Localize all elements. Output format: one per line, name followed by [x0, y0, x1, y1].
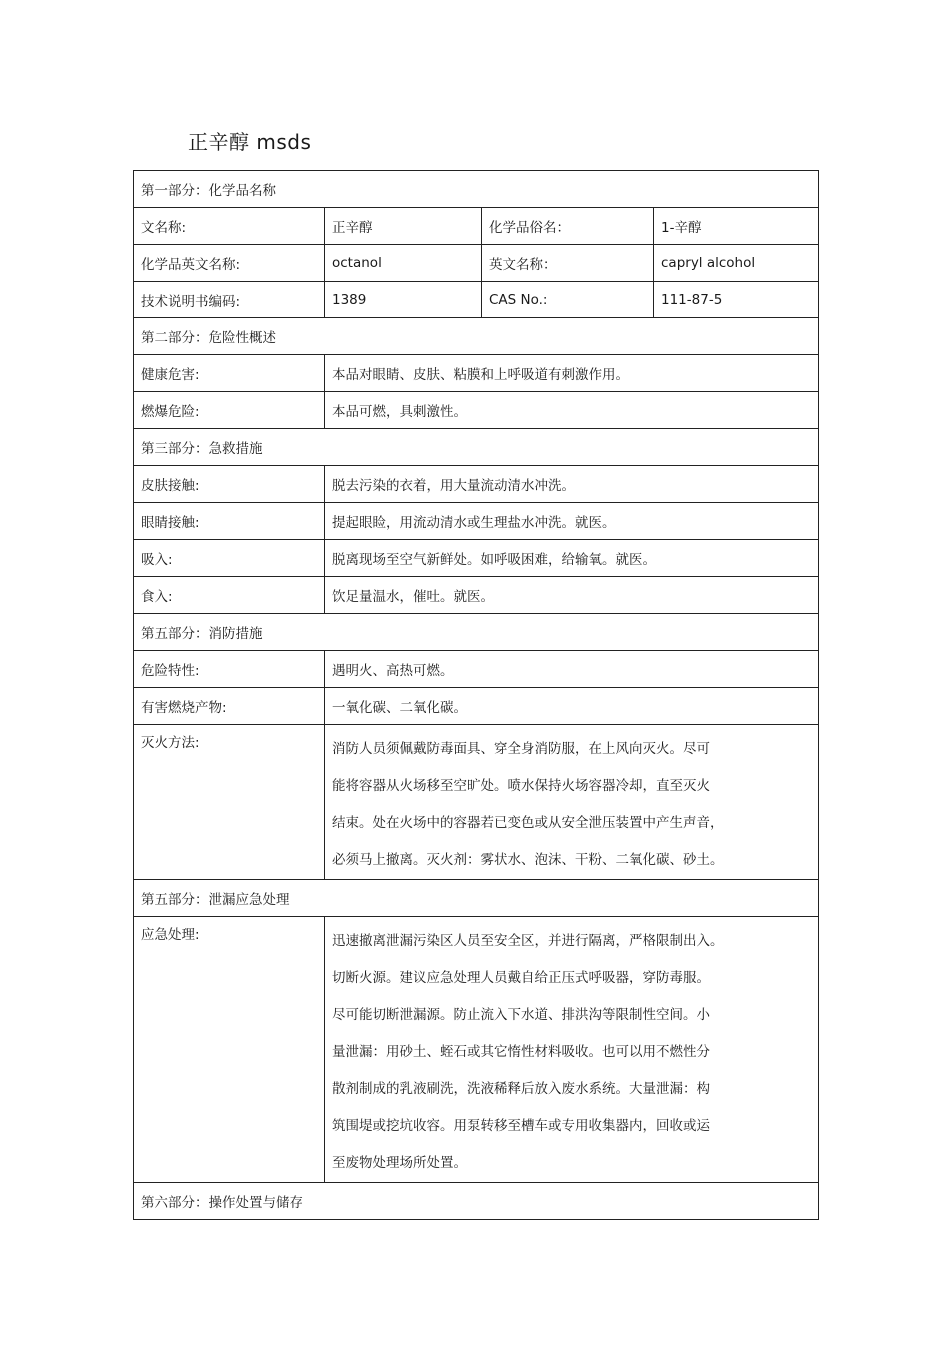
- section-heading-row: [134, 171, 819, 208]
- table-row: [134, 577, 819, 614]
- field-value: capryl alcohol: [654, 245, 819, 282]
- field-label: 文名称:: [134, 208, 325, 245]
- text-line: 筑围堤或挖坑收容。用泵转移至槽车或专用收集器内，回收或运: [332, 1118, 710, 1134]
- field-value: 111-87-5: [654, 282, 819, 318]
- field-label: 健康危害:: [134, 355, 325, 392]
- text-line: 消防人员须佩戴防毒面具、穿全身消防服，在上风向灭火。尽可: [332, 741, 710, 757]
- table-row: [134, 466, 819, 503]
- field-label: 食入:: [134, 577, 325, 614]
- section-heading-row: [134, 880, 819, 917]
- section-heading-row: [134, 429, 819, 466]
- section-heading: 第二部分：危险性概述: [134, 318, 819, 355]
- section-heading: 第三部分：急救措施: [134, 429, 819, 466]
- field-label: 化学品俗名：: [482, 208, 654, 245]
- text-line: 结束。处在火场中的容器若已变色或从安全泄压装置中产生声音，: [332, 815, 724, 831]
- text-line: 能将容器从火场移至空旷处。喷水保持火场容器冷却，直至灭火: [332, 778, 710, 794]
- text-line: 尽可能切断泄漏源。防止流入下水道、排洪沟等限制性空间。小: [332, 1007, 710, 1023]
- text-line: 量泄漏：用砂土、蛭石或其它惰性材料吸收。也可以用不燃性分: [332, 1044, 710, 1060]
- field-value: 脱去污染的衣着，用大量流动清水冲洗。: [325, 466, 819, 503]
- table-row: [134, 392, 819, 429]
- section-heading: 第六部分：操作处置与储存: [134, 1183, 819, 1220]
- section-heading-row: [134, 614, 819, 651]
- field-label: 吸入:: [134, 540, 325, 577]
- field-value: octanol: [325, 245, 482, 282]
- field-value-multiline: [325, 917, 819, 1183]
- field-label: 英文名称：: [482, 245, 654, 282]
- field-value: 本品可燃，具刺激性。: [325, 392, 819, 429]
- table-row: [134, 282, 819, 318]
- table-row: [134, 688, 819, 725]
- text-line: 必须马上撤离。灭火剂：雾状水、泡沫、干粉、二氧化碳、砂土。: [332, 852, 724, 868]
- field-label: CAS No.:: [482, 282, 654, 318]
- field-value: 一氧化碳、二氧化碳。: [325, 688, 819, 725]
- table-row: [134, 208, 819, 245]
- section-heading-row: [134, 318, 819, 355]
- table-row: [134, 651, 819, 688]
- field-label: 灭火方法:: [134, 725, 325, 880]
- section-heading: 第一部分：化学品名称: [134, 171, 819, 208]
- field-label: 有害燃烧产物:: [134, 688, 325, 725]
- section-heading: 第五部分：消防措施: [134, 614, 819, 651]
- field-value: 饮足量温水，催吐。就医。: [325, 577, 819, 614]
- table-row: [134, 503, 819, 540]
- field-value: 脱离现场至空气新鲜处。如呼吸困难，给输氧。就医。: [325, 540, 819, 577]
- msds-table: [133, 170, 819, 1220]
- field-value: 正辛醇: [325, 208, 482, 245]
- field-value-multiline: [325, 725, 819, 880]
- table-row: [134, 355, 819, 392]
- document-title: 正辛醇 msds: [188, 130, 312, 154]
- table-row: [134, 540, 819, 577]
- field-value: 本品对眼睛、皮肤、粘膜和上呼吸道有刺激作用。: [325, 355, 819, 392]
- field-label: 燃爆危险:: [134, 392, 325, 429]
- field-label: 应急处理:: [134, 917, 325, 1183]
- table-row: [134, 725, 819, 880]
- field-value: 1-辛醇: [654, 208, 819, 245]
- section-heading: 第五部分：泄漏应急处理: [134, 880, 819, 917]
- field-label: 眼睛接触:: [134, 503, 325, 540]
- field-label: 技术说明书编码:: [134, 282, 325, 318]
- table-row: [134, 245, 819, 282]
- field-label: 皮肤接触:: [134, 466, 325, 503]
- text-line: 切断火源。建议应急处理人员戴自给正压式呼吸器，穿防毒服。: [332, 970, 710, 986]
- text-line: 至废物处理场所处置。: [332, 1155, 467, 1171]
- field-label: 危险特性:: [134, 651, 325, 688]
- field-value: 遇明火、高热可燃。: [325, 651, 819, 688]
- section-heading-row: [134, 1183, 819, 1220]
- text-line: 散剂制成的乳液刷洗，洗液稀释后放入废水系统。大量泄漏：构: [332, 1081, 710, 1097]
- text-line: 迅速撤离泄漏污染区人员至安全区，并进行隔离，严格限制出入。: [332, 933, 724, 949]
- field-value: 提起眼睑，用流动清水或生理盐水冲洗。就医。: [325, 503, 819, 540]
- field-label: 化学品英文名称:: [134, 245, 325, 282]
- field-value: 1389: [325, 282, 482, 318]
- table-row: [134, 917, 819, 1183]
